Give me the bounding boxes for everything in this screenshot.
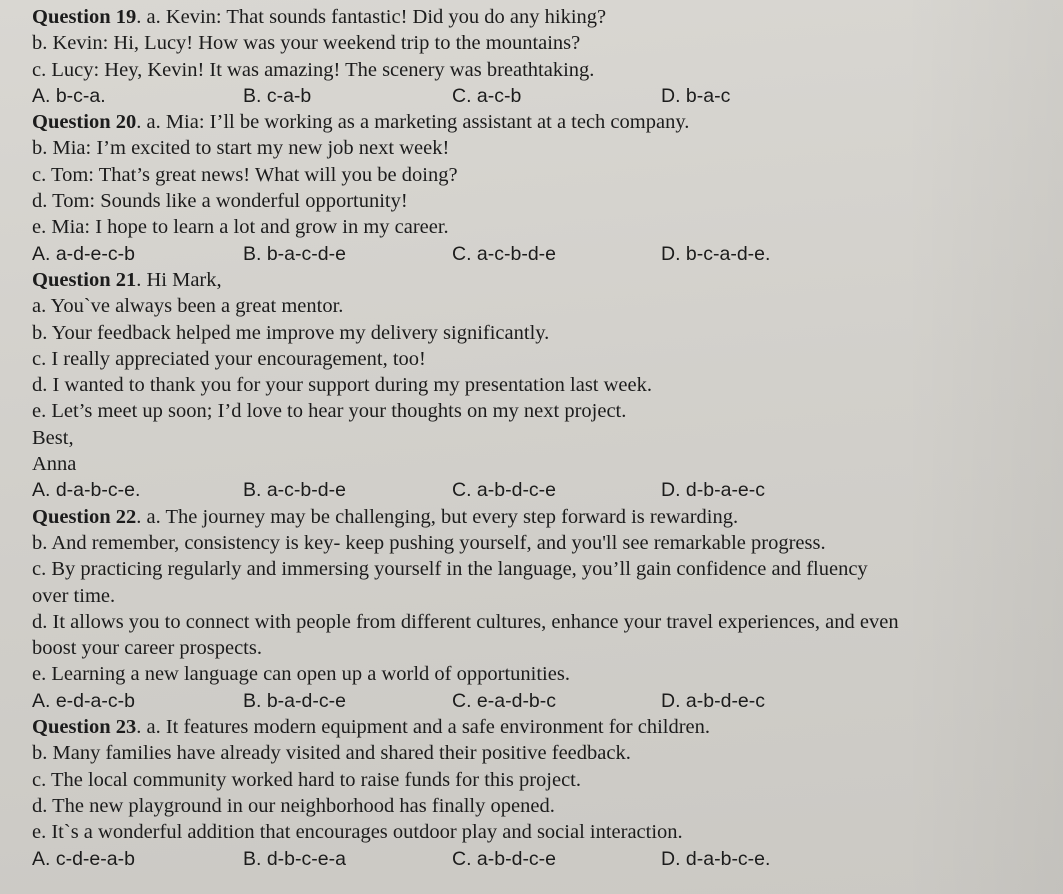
question-23-line-b: b. Many families have already visited and shared their positive feedback. <box>32 742 631 765</box>
worksheet-page <box>32 4 1052 872</box>
question-21-number: Question 21 <box>32 268 137 291</box>
question-23-number: Question 23 <box>32 716 137 739</box>
question-19-option-b: B. c-a-b <box>243 84 312 107</box>
question-23-option-a: A. c-d-e-a-b <box>32 847 135 870</box>
question-20-option-b: B. b-a-c-d-e <box>243 242 346 265</box>
question-20-options <box>32 241 1052 267</box>
question-22-option-a: A. e-d-a-c-b <box>32 689 135 712</box>
question-22-option-d: D. a-b-d-e-c <box>661 689 766 712</box>
question-23-option-d: D. d-a-b-c-e. <box>661 847 771 870</box>
question-19-option-c: C. a-c-b <box>452 84 522 107</box>
question-22-line-c-cont: over time. <box>32 584 116 607</box>
question-21-options <box>32 477 1052 503</box>
question-21-option-a: A. d-a-b-c-e. <box>32 479 141 502</box>
question-20-option-c: C. a-c-b-d-e <box>452 242 557 265</box>
question-21-line-greeting: Question 21. Hi Mark, <box>32 268 222 291</box>
question-22-number: Question 22 <box>32 505 137 528</box>
question-22-option-b: B. b-a-d-c-e <box>243 689 346 712</box>
question-21-line-b: b. Your feedback helped me improve my delivery significantly. <box>32 321 550 344</box>
question-22-line-d-cont: boost your career prospects. <box>32 637 262 660</box>
question-19-number: Question 19 <box>32 6 137 28</box>
question-20-line-a: Question 20. a. Mia: I’ll be working as a marketing assistant at a tech company. <box>32 111 690 134</box>
question-20-line-c: c. Tom: That’s great news! What will you be doing? <box>32 163 458 186</box>
question-23-line-d: d. The new playground in our neighborhood has finally opened. <box>32 794 555 817</box>
question-21-line-e: e. Let’s meet up soon; I’d love to hear your thoughts on my next project. <box>32 400 627 423</box>
question-20-option-d: D. b-c-a-d-e. <box>661 242 771 265</box>
question-23-options <box>32 846 1052 872</box>
question-22-line-e: e. Learning a new language can open up a world of opportunities. <box>32 663 570 686</box>
question-19-line-c: c. Lucy: Hey, Kevin! It was amazing! The scenery was breathtaking. <box>32 58 595 81</box>
question-19-options <box>32 83 1052 109</box>
question-19-line-a-text: a. Kevin: That sounds fantastic! Did you do any hiking? <box>146 6 607 28</box>
question-20-number: Question 20 <box>32 111 137 134</box>
question-22-line-a: Question 22. a. The journey may be challenging, but every step forward is rewarding. <box>32 505 739 528</box>
question-20-line-d: d. Tom: Sounds like a wonderful opportunity! <box>32 190 408 213</box>
question-21-line-closing: Best, <box>32 426 74 449</box>
question-23-line-e: e. It`s a wonderful addition that encourages outdoor play and social interaction. <box>32 821 683 844</box>
question-19-option-a: A. b-c-a. <box>32 84 106 107</box>
question-21-greeting-text: Hi Mark, <box>146 268 222 291</box>
question-23-line-a-text: a. It features modern equipment and a safe environment for children. <box>146 716 711 739</box>
question-22-line-d: d. It allows you to connect with people from different cultures, enhance your travel experiences, and even <box>32 610 899 633</box>
question-23-option-c: C. a-b-d-c-e <box>452 847 557 870</box>
question-20-line-a-text: a. Mia: I’ll be working as a marketing assistant at a tech company. <box>146 111 690 134</box>
question-21-line-a: a. You`ve always been a great mentor. <box>32 295 344 318</box>
question-19-line-a: Question 19. a. Kevin: That sounds fantastic! Did you do any hiking? <box>32 6 607 28</box>
question-23-option-b: B. d-b-c-e-a <box>243 847 346 870</box>
question-22-line-c: c. By practicing regularly and immersing yourself in the language, you’ll gain confidence and fluency <box>32 558 868 581</box>
question-20-line-b: b. Mia: I’m excited to start my new job next week! <box>32 137 450 160</box>
question-21-option-b: B. a-c-b-d-e <box>243 479 346 502</box>
question-21-option-d: D. d-b-a-e-c <box>661 479 766 502</box>
question-20-option-a: A. a-d-e-c-b <box>32 242 135 265</box>
question-23-line-a: Question 23. a. It features modern equipment and a safe environment for children. <box>32 716 711 739</box>
question-21-line-signature: Anna <box>32 453 77 476</box>
question-22-line-a-text: a. The journey may be challenging, but every step forward is rewarding. <box>146 505 739 528</box>
question-19-option-d: D. b-a-c <box>661 84 731 107</box>
question-22-options <box>32 688 1052 714</box>
question-21-line-d: d. I wanted to thank you for your support during my presentation last week. <box>32 374 652 397</box>
question-19-line-b: b. Kevin: Hi, Lucy! How was your weekend trip to the mountains? <box>32 32 581 55</box>
question-21-line-c: c. I really appreciated your encouragement, too! <box>32 347 426 370</box>
question-22-option-c: C. e-a-d-b-c <box>452 689 557 712</box>
question-22-line-b: b. And remember, consistency is key- keep pushing yourself, and you'll see remarkable progress. <box>32 531 826 554</box>
question-20-line-e: e. Mia: I hope to learn a lot and grow in my career. <box>32 216 449 239</box>
question-21-option-c: C. a-b-d-c-e <box>452 479 557 502</box>
question-23-line-c: c. The local community worked hard to raise funds for this project. <box>32 768 581 791</box>
